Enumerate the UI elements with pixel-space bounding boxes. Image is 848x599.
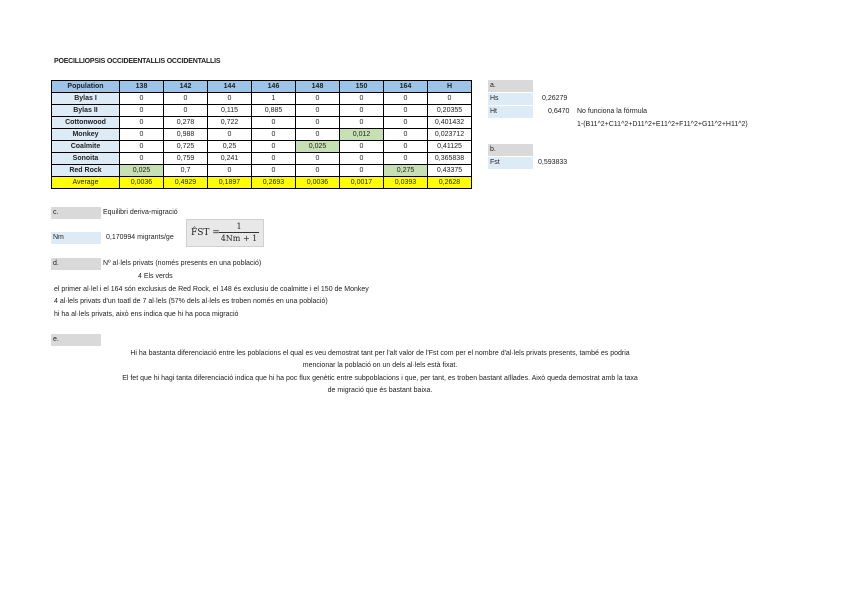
fst-value: 0,593833 [538, 159, 568, 166]
heterozygosity-cell: 0,41125 [428, 141, 472, 153]
average-row [52, 177, 472, 189]
frequency-cell: 0 [340, 117, 384, 129]
frequency-cell: 0,7 [164, 165, 208, 177]
frequency-cell: 0 [296, 165, 340, 177]
frequency-cell: 0,012 [340, 129, 384, 141]
frequency-cell: 0 [120, 105, 164, 117]
frequency-cell: 0 [252, 153, 296, 165]
frequency-cell: 1 [252, 93, 296, 105]
section-d-line: 4 al·lels privats d'un toatl de 7 al·lels (57% dels al·lels es troben només en una població) [54, 298, 328, 305]
column-header: Population [52, 81, 120, 93]
frequency-cell: 0 [164, 93, 208, 105]
heterozygosity-cell: 0,43375 [428, 165, 472, 177]
frequency-cell: 0 [384, 153, 428, 165]
frequency-cell: 0 [296, 129, 340, 141]
column-header: 142 [164, 81, 208, 93]
population-name: Bylas I [52, 93, 120, 105]
frequency-cell: 0 [120, 141, 164, 153]
frequency-cell: 0,025 [120, 165, 164, 177]
table-row [52, 105, 472, 117]
table-row [52, 165, 472, 177]
frequency-cell: 0 [340, 153, 384, 165]
frequency-cell: 0 [384, 117, 428, 129]
section-e-paragraph: El fet que hi hagi tanta diferenciació indica que hi ha poc flux genètic entre subpoblacions i que, per tant, es troben bastant aïllades. Això queda demostrat amb la taxa [122, 375, 638, 382]
formula-numerator: 1 [219, 222, 259, 233]
population-name: Bylas II [52, 105, 120, 117]
fst-label: Fst [488, 157, 533, 169]
ht-value: 0,6470 [548, 108, 570, 115]
frequency-cell: 0 [296, 93, 340, 105]
frequency-cell: 0 [340, 165, 384, 177]
hs-label: Hs [488, 93, 533, 105]
table-row [52, 129, 472, 141]
column-header: 138 [120, 81, 164, 93]
section-e-paragraph: mencionar la població on un dels al·lels està fixat. [302, 362, 458, 369]
ht-note: No funciona la fórmula [577, 108, 648, 115]
section-b-label: b. [488, 144, 533, 156]
column-header: H [428, 81, 472, 93]
heterozygosity-cell: 0,401432 [428, 117, 472, 129]
table-row [52, 141, 472, 153]
average-cell: 0,0036 [120, 177, 164, 189]
column-header: 150 [340, 81, 384, 93]
frequency-cell: 0,25 [208, 141, 252, 153]
frequency-cell: 0 [120, 153, 164, 165]
heterozygosity-cell: 0,365838 [428, 153, 472, 165]
average-cell: 0,1897 [208, 177, 252, 189]
frequency-cell: 0 [296, 105, 340, 117]
average-cell: 0,0036 [296, 177, 340, 189]
frequency-cell: 0 [340, 105, 384, 117]
section-d-heading: Nº al·lels privats (només presents en una població) [103, 260, 262, 267]
frequency-cell: 0,275 [384, 165, 428, 177]
average-label: Average [52, 177, 120, 189]
heterozygosity-cell: 0,20355 [428, 105, 472, 117]
frequency-cell: 0 [340, 93, 384, 105]
frequency-cell: 0 [208, 165, 252, 177]
frequency-cell: 0 [120, 117, 164, 129]
nm-label: Nm [51, 232, 101, 244]
frequency-cell: 0,278 [164, 117, 208, 129]
frequency-cell: 0,115 [208, 105, 252, 117]
private-allele-count: 4 Els verds [138, 273, 173, 280]
frequency-cell: 0 [252, 141, 296, 153]
column-header: 144 [208, 81, 252, 93]
section-d-label: d. [51, 258, 101, 270]
column-header: 164 [384, 81, 428, 93]
frequency-cell: 0 [252, 117, 296, 129]
section-c-label: c. [51, 207, 101, 219]
table-header-row [52, 81, 472, 93]
heterozygosity-cell: 0 [428, 93, 472, 105]
sheet-title: POECILLIOPSIS OCCIDEENTALLIS OCCIDENTALLIS [54, 58, 221, 65]
ht-label: Ht [488, 106, 533, 118]
average-cell: 0,0017 [340, 177, 384, 189]
frequency-cell: 0 [120, 93, 164, 105]
frequency-cell: 0,722 [208, 117, 252, 129]
frequency-cell: 0 [252, 129, 296, 141]
table-row [52, 153, 472, 165]
section-d-line: hi ha al·lels privats, això ens indica que hi ha poca migració [54, 311, 239, 318]
population-name: Red Rock [52, 165, 120, 177]
frequency-cell: 0,885 [252, 105, 296, 117]
average-cell: 0,0393 [384, 177, 428, 189]
average-cell: 0,2628 [428, 177, 472, 189]
section-a-label: a. [488, 80, 533, 92]
frequency-cell: 0 [384, 105, 428, 117]
formula-fraction [219, 222, 259, 244]
fst-formula-image [186, 219, 264, 247]
nm-value: 0,170994 migrants/ge [106, 234, 174, 241]
frequency-cell: 0 [120, 129, 164, 141]
population-name: Sonoita [52, 153, 120, 165]
frequency-cell: 0 [296, 153, 340, 165]
frequency-cell: 0 [208, 93, 252, 105]
frequency-cell: 0,241 [208, 153, 252, 165]
allele-frequency-table [51, 80, 472, 189]
frequency-cell: 0,759 [164, 153, 208, 165]
frequency-cell: 0 [208, 129, 252, 141]
heterozygosity-cell: 0,023712 [428, 129, 472, 141]
frequency-cell: 0,025 [296, 141, 340, 153]
average-cell: 0,2693 [252, 177, 296, 189]
column-header: 148 [296, 81, 340, 93]
frequency-cell: 0,988 [164, 129, 208, 141]
section-e-paragraph: Hi ha bastanta diferenciació entre les poblacions el qual es veu demostrat tant per l'alt valor de l'Fst com per el nombre d'al·lels privats presents, també es podria [130, 350, 630, 357]
average-cell: 0,4929 [164, 177, 208, 189]
hs-value: 0,26279 [542, 95, 568, 102]
formula-lhs: F̂ST = [191, 228, 220, 238]
frequency-cell: 0 [384, 93, 428, 105]
frequency-cell: 0 [296, 117, 340, 129]
section-d-line: el primer al·lel i el 164 són exclusius de Red Rock, el 148 és exclusiu de coalmitte i el 150 de Monkey [54, 286, 369, 293]
frequency-cell: 0 [164, 105, 208, 117]
population-name: Monkey [52, 129, 120, 141]
column-header: 146 [252, 81, 296, 93]
population-name: Cottonwood [52, 117, 120, 129]
section-e-paragraph: de migració que és bastant baixa. [327, 387, 433, 394]
frequency-cell: 0 [384, 129, 428, 141]
table-row [52, 93, 472, 105]
section-e-label: e. [51, 334, 101, 346]
table-row [52, 117, 472, 129]
frequency-cell: 0 [340, 141, 384, 153]
frequency-cell: 0,725 [164, 141, 208, 153]
population-name: Coalmite [52, 141, 120, 153]
ht-formula: 1-(B11^2+C11^2+D11^2+E11^2+F11^2+G11^2+H11^2) [577, 121, 748, 128]
formula-denominator: 4Nm + 1 [220, 234, 258, 243]
frequency-cell: 0 [252, 165, 296, 177]
section-c-heading: Equilibri deriva-migració [103, 209, 178, 216]
frequency-cell: 0 [384, 141, 428, 153]
